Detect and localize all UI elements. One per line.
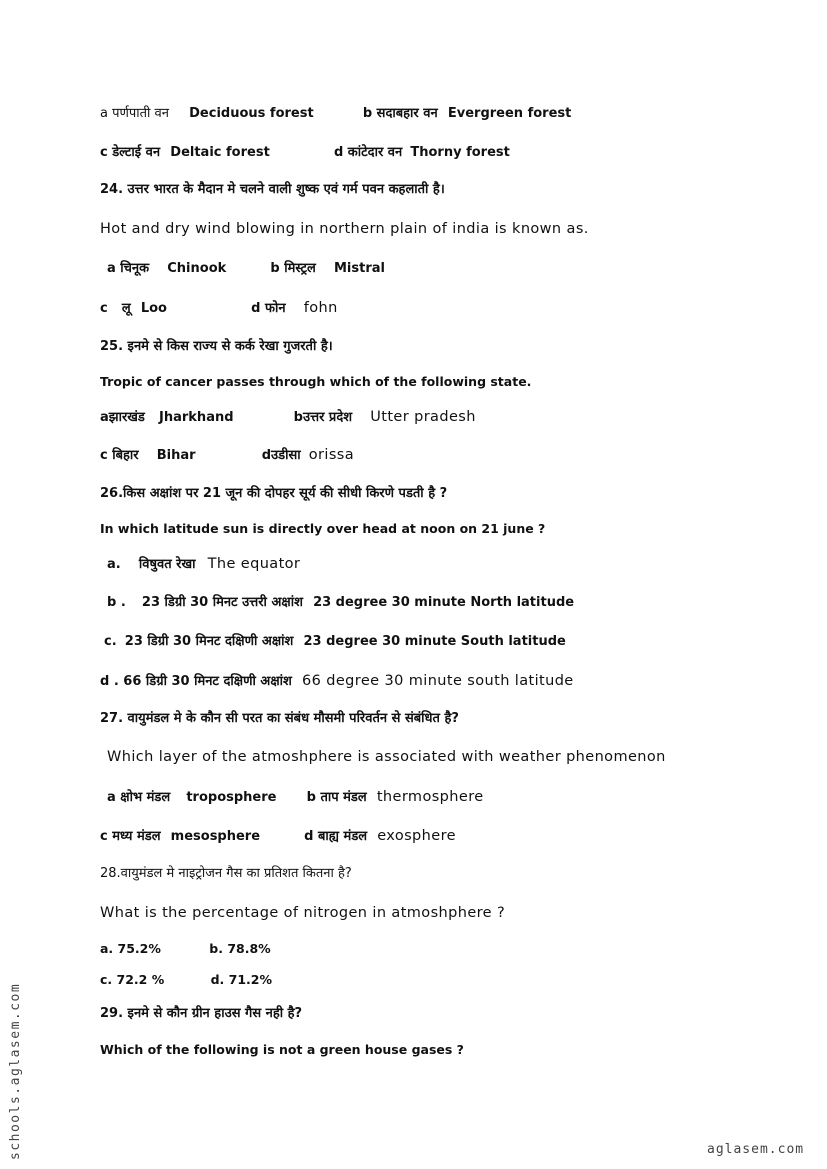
option-line-forests-2: [100, 144, 510, 162]
option-a-hindi: a चिनूक: [107, 261, 150, 276]
option-english: 23 degree 30 minute South latitude: [303, 634, 566, 649]
question-26-option-d: [100, 672, 574, 691]
option-c-hindi: c मध्य मंडल: [100, 829, 161, 844]
question-26-option-a: [107, 555, 300, 574]
option-letter: c.: [104, 634, 117, 649]
question-27-english: Which layer of the atmoshphere is associated with weather phenomenon: [107, 749, 666, 765]
question-24-english: Hot and dry wind blowing in northern plain of india is known as.: [100, 221, 589, 237]
option-d-hindi: d बाह्य मंडल: [304, 829, 368, 844]
option-d-hindi: dउडीसा: [261, 448, 301, 463]
option-b-hindi: b मिस्ट्रल: [270, 261, 316, 276]
option-a-english: troposphere: [186, 790, 277, 805]
option-hindi: 23 डिग्री 30 मिनट उत्तरी अक्षांश: [141, 595, 303, 610]
option-b: b. 78.8%: [209, 941, 271, 956]
question-28-hindi: 28.वायुमंडल मे नाइट्रोजन गैस का प्रतिशत कितना है?: [100, 866, 352, 881]
option-b-english: Utter pradesh: [370, 409, 476, 425]
question-24-options-2: [100, 299, 338, 318]
question-28-options-2: [100, 971, 272, 989]
option-d-hindi: d कांटेदार वन: [333, 145, 403, 160]
option-b-english: thermosphere: [376, 789, 484, 805]
option-a-english: Jharkhand: [159, 410, 234, 425]
option-b-hindi: bउत्तर प्रदेश: [293, 410, 353, 425]
question-24-hindi: 24. उत्तर भारत के मैदान मे चलने वाली शुष्क एवं गर्म पवन कहलाती है।: [100, 182, 445, 197]
question-25-english: Tropic of cancer passes through which of the following state.: [100, 374, 532, 389]
question-26-hindi: 26.किस अक्षांश पर 21 जून की दोपहर सूर्य की सीधी किरणे पडती है ?: [100, 486, 448, 501]
option-c-english: Deltaic forest: [170, 145, 270, 160]
question-29-hindi: 29. इनमे से कौन ग्रीन हाउस गैस नही है?: [100, 1006, 303, 1021]
bottom-watermark: aglasem.com: [707, 1142, 805, 1157]
question-24-options-1: [107, 260, 385, 278]
question-28-english: What is the percentage of nitrogen in atmoshphere ?: [100, 905, 506, 921]
option-c-hindi: c बिहार: [100, 448, 139, 463]
question-26-english: In which latitude sun is directly over head at noon on 21 june ?: [100, 521, 546, 536]
option-d-english: Thorny forest: [410, 145, 510, 160]
option-d-english: exosphere: [377, 828, 456, 844]
option-b-hindi: b ताप मंडल: [306, 790, 367, 805]
option-d: d. 71.2%: [210, 972, 273, 987]
option-hindi: विषुवत रेखा: [138, 557, 196, 572]
option-c: c. 72.2 %: [100, 972, 165, 987]
option-b-hindi: b सदाबहार वन: [362, 106, 438, 121]
question-28-options-1: [100, 940, 271, 958]
option-a-hindi: a क्षोभ मंडल: [107, 790, 171, 805]
question-25-options-1: [100, 408, 476, 427]
option-d-english: fohn: [303, 300, 338, 316]
option-english: The equator: [207, 556, 301, 572]
side-watermark: schools.aglasem.com: [8, 982, 23, 1160]
option-d-hindi: d फोन: [251, 301, 286, 316]
option-b-english: Evergreen forest: [447, 106, 572, 121]
option-hindi: 23 डिग्री 30 मिनट दक्षिणी अक्षांश: [124, 634, 294, 649]
option-letter: b .: [107, 595, 126, 610]
question-27-hindi: 27. वायुमंडल मे के कौन सी परत का संबंध मौसमी परिवर्तन से संबंधित है?: [100, 711, 459, 726]
question-25-options-2: [100, 446, 354, 465]
option-c-english: Bihar: [156, 448, 196, 463]
question-27-options-1: [107, 788, 484, 807]
option-d-english: orissa: [308, 447, 355, 463]
option-line-forests-1: [100, 105, 571, 123]
option-c-hindi: लू: [121, 301, 131, 316]
option-a-english: Deciduous forest: [189, 106, 314, 121]
question-26-option-c: [104, 633, 566, 651]
question-25-hindi: 25. इनमे से किस राज्य से कर्क रेखा गुजरती है।: [100, 339, 333, 354]
question-26-option-b: [107, 594, 574, 612]
option-hindi: d . 66 डिग्री 30 मिनट दक्षिणी अक्षांश: [100, 674, 292, 689]
option-a-english: Chinook: [167, 261, 227, 276]
option-english: 23 degree 30 minute North latitude: [313, 595, 575, 610]
option-c-hindi: c डेल्टाई वन: [100, 145, 161, 160]
option-a-hindi: a पर्णपाती वन: [100, 106, 169, 121]
question-29-english: Which of the following is not a green house gases ?: [100, 1042, 464, 1057]
option-letter: a.: [107, 557, 121, 572]
question-27-options-2: [100, 827, 456, 846]
option-a-hindi: aझारखंड: [100, 410, 145, 425]
option-c-english: Loo: [140, 301, 167, 316]
option-a: a. 75.2%: [100, 941, 161, 956]
option-b-english: Mistral: [333, 261, 385, 276]
option-english: 66 degree 30 minute south latitude: [302, 673, 574, 689]
option-c-english: mesosphere: [170, 829, 261, 844]
option-c-letter: c: [100, 301, 108, 316]
